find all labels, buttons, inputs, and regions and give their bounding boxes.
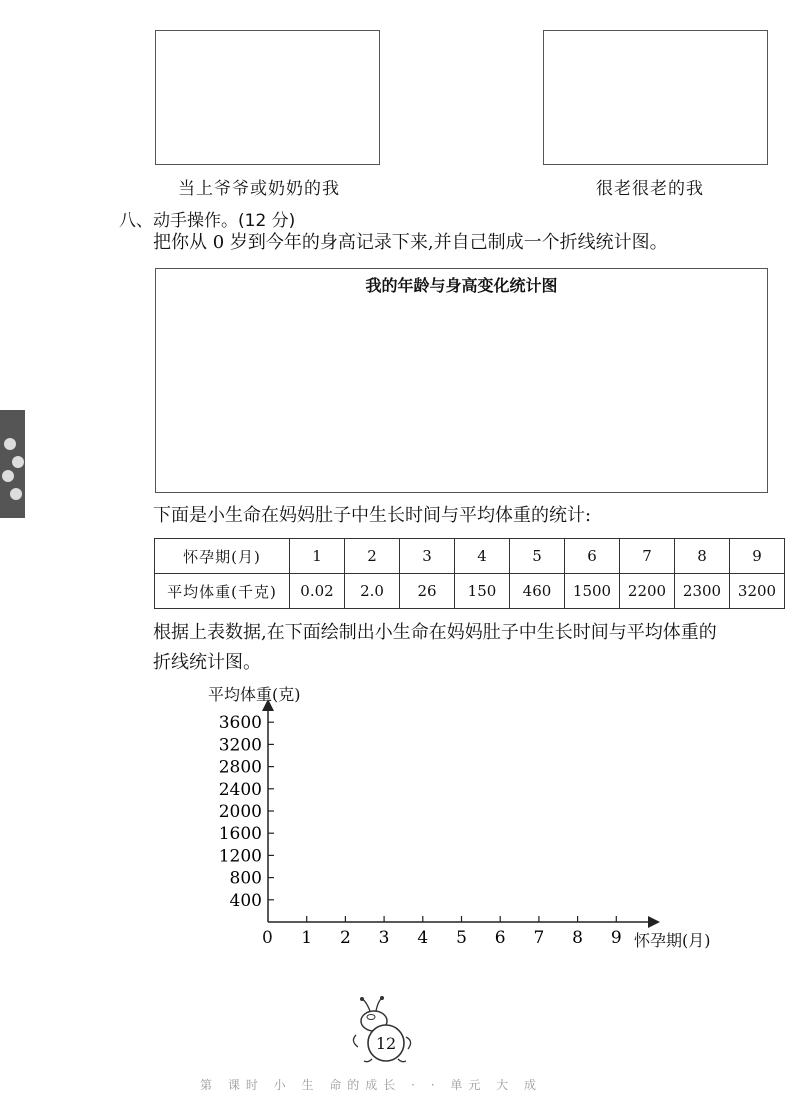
x-tick-label: 5 xyxy=(456,928,467,948)
x-tick-label: 1 xyxy=(301,928,313,948)
y-tick-label: 800 xyxy=(229,868,262,889)
bee-mascot-icon xyxy=(348,995,420,1065)
table-cell: 0.02 xyxy=(290,574,345,609)
table-cell: 3200 xyxy=(730,574,785,609)
table-cell: 1500 xyxy=(565,574,620,609)
x-axis-label: 怀孕期(月) xyxy=(634,931,711,950)
y-tick-label: 1600 xyxy=(218,824,262,845)
table-cell: 26 xyxy=(400,574,455,609)
x-tick-label: 3 xyxy=(378,928,390,948)
right-box-caption: 很老很老的我 xyxy=(596,179,704,199)
x-tick-label: 6 xyxy=(494,928,506,948)
y-tick-label: 2400 xyxy=(218,779,262,800)
table-cell: 5 xyxy=(510,539,565,574)
x-tick-label: 8 xyxy=(572,928,584,948)
table-intro: 下面是小生命在妈妈肚子中生长时间与平均体重的统计: xyxy=(153,505,592,526)
decor-dot xyxy=(4,438,16,450)
table-header-month: 怀孕期(月) xyxy=(155,539,290,574)
section-8-instruction: 把你从 0 岁到今年的身高记录下来,并自己制成一个折线统计图。 xyxy=(153,232,668,253)
y-axis-label: 平均体重(克) xyxy=(208,685,301,704)
task-text-line-1: 根据上表数据,在下面绘制出小生命在妈妈肚子中生长时间与平均体重的 xyxy=(153,622,717,643)
side-decoration xyxy=(0,410,25,518)
page-number: 12 xyxy=(375,1034,397,1053)
section-8-title: 八、动手操作。(12 分) xyxy=(119,211,296,231)
table-cell: 2300 xyxy=(675,574,730,609)
y-tick-label: 2000 xyxy=(218,802,262,822)
task-text-line-2: 折线统计图。 xyxy=(153,652,261,673)
table-header-weight: 平均体重(千克) xyxy=(155,574,290,609)
height-chart-title: 我的年龄与身高变化统计图 xyxy=(365,276,558,295)
y-tick-label: 3200 xyxy=(218,735,262,756)
origin-label: 0 xyxy=(262,928,273,948)
table-cell: 460 xyxy=(510,574,565,609)
table-cell: 3 xyxy=(400,539,455,574)
x-tick-label: 7 xyxy=(533,928,545,948)
table-cell: 1 xyxy=(290,539,345,574)
y-tick-label: 400 xyxy=(229,890,262,911)
x-tick-label: 9 xyxy=(610,928,622,948)
table-cell: 150 xyxy=(455,574,510,609)
decor-dot xyxy=(10,488,22,500)
table-cell: 9 xyxy=(730,539,785,574)
decor-dot xyxy=(12,456,24,468)
table-cell: 4 xyxy=(455,539,510,574)
table-cell: 8 xyxy=(675,539,730,574)
table-cell: 2.0 xyxy=(345,574,400,609)
left-box-caption: 当上爷爷或奶奶的我 xyxy=(178,179,340,199)
decor-dot xyxy=(2,470,14,482)
table-cell: 2200 xyxy=(620,574,675,609)
y-tick-label: 2800 xyxy=(218,757,262,778)
table-cell: 2 xyxy=(345,539,400,574)
table-cell: 7 xyxy=(620,539,675,574)
footer-text: 第 课时 小 生 命的成长 · · 单元 大 成 xyxy=(200,1078,542,1092)
x-tick-label: 4 xyxy=(417,928,429,948)
x-tick-label: 2 xyxy=(339,928,351,948)
y-tick-label: 3600 xyxy=(218,713,262,734)
table-cell: 6 xyxy=(565,539,620,574)
y-tick-label: 1200 xyxy=(218,846,262,867)
